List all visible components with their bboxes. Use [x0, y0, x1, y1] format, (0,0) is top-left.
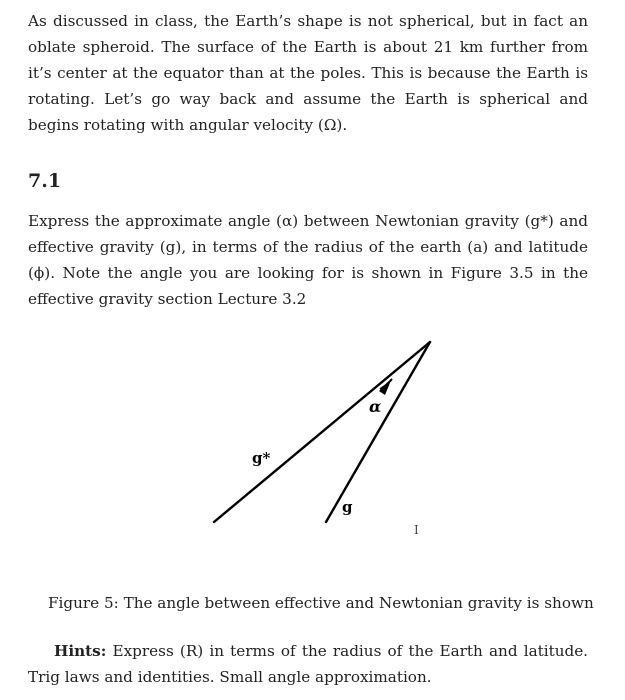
hints-text: Express (R) in terms of the radius of the Earth and latitude. Trig laws and identities. Small angle approximation. [28, 642, 589, 686]
intro-paragraph: As discussed in class, the Earth’s shape is not spherical, but in fact an oblate spheroid. The surface of the Earth is about 21 km further from it’s center at the equator than at the poles. This is because the Earth is rotating. Let’s go way back and assume the Earth is spherical and begins rotating with angular velocity (Ω). [28, 12, 588, 134]
hints-label: Hints: [54, 642, 107, 660]
gstar-label: g* [252, 449, 271, 467]
effective-gravity-line [326, 342, 430, 522]
hints-paragraph [28, 638, 588, 690]
g-label: g [342, 498, 353, 516]
section-heading: 7.1 [28, 170, 62, 192]
gravity-angle-figure [0, 330, 625, 570]
newtonian-gravity-line [214, 342, 430, 522]
alpha-label: α [369, 397, 382, 416]
question-paragraph: Express the approximate angle (α) between Newtonian gravity (g*) and effective gravity (g), in terms of the radius of the earth (a) and latitude (ϕ). Note the angle you are looking for is shown in Figure 3.5 in the effective gravity section Lecture 3.2 [28, 212, 588, 308]
figure-caption: Figure 5: The angle between effective and Newtonian gravity is shown [48, 594, 594, 612]
text-cursor-icon: I [414, 523, 419, 537]
